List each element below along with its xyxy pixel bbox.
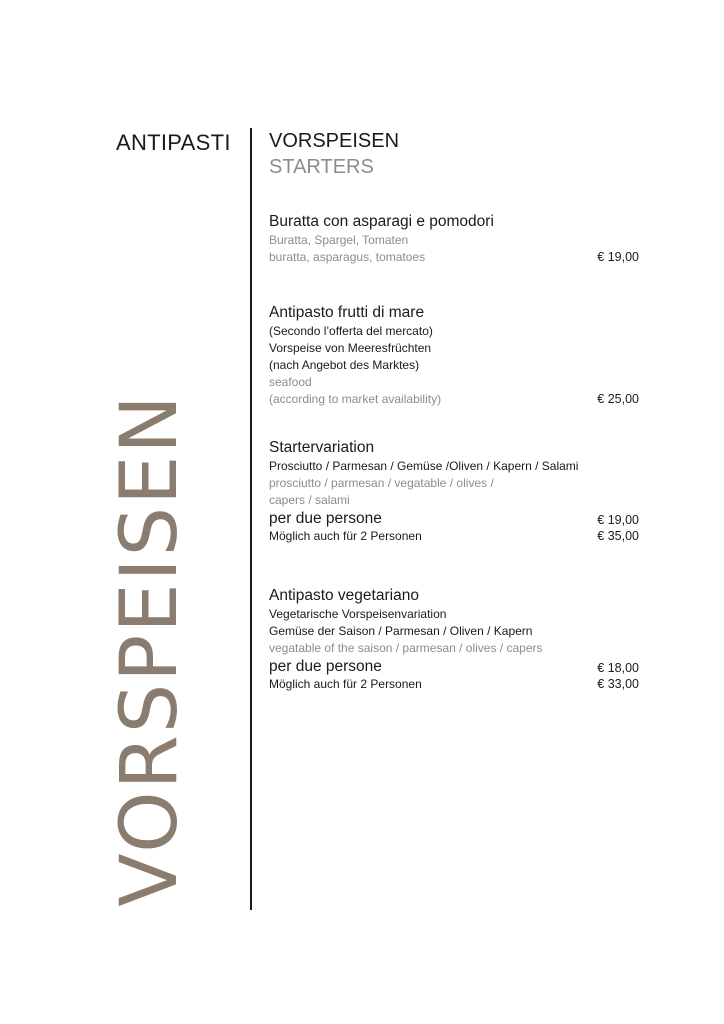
item-two-person-label: per due persone [269,658,382,675]
item-two-person-german: Möglich auch für 2 Personen [269,529,422,543]
menu-item-buratta [269,212,639,266]
item-name: Buratta con asparagi e pomodori [269,213,494,230]
item-two-person-german-row [269,676,639,693]
item-price: € 18,00 [597,661,639,675]
item-english-note: (according to market availability) [269,392,442,406]
item-name: Antipasto vegetariano [269,587,419,604]
item-english-row [269,249,639,266]
section-title-english: STARTERS [269,156,374,178]
item-price: € 19,00 [597,250,639,264]
item-english-line1: prosciutto / parmesan / vegatable / olives / [269,476,494,490]
item-german: Buratta, Spargel, Tomaten [269,233,409,247]
item-german: Prosciutto / Parmesan / Gemüse /Oliven / Kapern / Salami [269,459,579,473]
item-german: Vorspeise von Meeresfrüchten [269,341,432,355]
item-english: seafood [269,375,312,389]
menu-item-vegetariano [269,586,639,693]
vertical-title-text: VORSPEISEN [105,393,195,907]
side-heading: ANTIPASTI [116,130,231,155]
item-two-person-label: per due persone [269,510,382,527]
item-name: Startervariation [269,439,375,456]
menu-item-startervariation [269,438,639,545]
item-german-detail: Gemüse der Saison / Parmesan / Oliven / Kapern [269,624,533,638]
item-two-person-row [269,509,639,528]
menu-item-frutti-di-mare [269,303,639,408]
item-price: € 25,00 [597,392,639,406]
item-english: vegatable of the saison / parmesan / olives / capers [269,641,543,655]
item-german: Vegetarische Vorspeisenvariation [269,607,447,621]
item-german-note: (nach Angebot des Marktes) [269,358,420,372]
item-price: € 19,00 [597,513,639,527]
item-english: buratta, asparagus, tomatoes [269,250,426,264]
item-english-row [269,391,639,408]
item-two-person-german: Möglich auch für 2 Personen [269,677,422,691]
section-title-german: VORSPEISEN [269,130,400,152]
vertical-divider [250,128,252,910]
item-two-person-price: € 35,00 [597,529,639,543]
item-two-person-price: € 33,00 [597,677,639,691]
item-english-line2: capers / salami [269,493,350,507]
item-italian-note: (Secondo l’offerta del mercato) [269,324,433,338]
item-two-person-row [269,657,639,676]
item-name: Antipasto frutti di mare [269,304,425,321]
item-two-person-german-row [269,528,639,545]
